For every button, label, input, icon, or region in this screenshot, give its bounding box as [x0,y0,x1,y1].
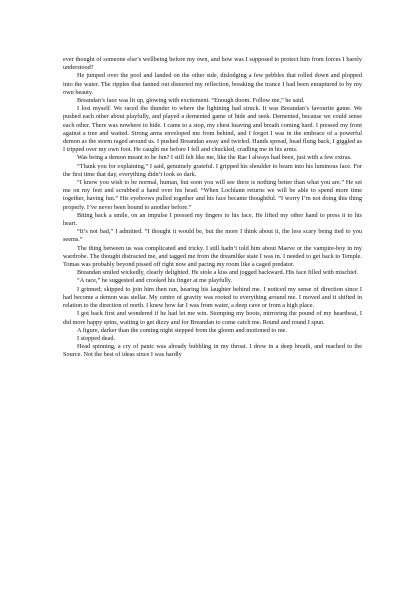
paragraph: I got back first and wondered if he had let me win. Stomping my boots, mirroring the pound of my heartbeat, I did more happy spins, waiting to get dizzy and for Breandan to come catch me. Round and round I spun. [63,310,362,326]
paragraph: Breandan smiled wickedly, clearly delighted. He stole a kiss and jogged backward. His face filled with mischief. [77,269,359,277]
paragraph: The thing between us was complicated and tricky. I still hadn’t told him about Maeve or the vampire-boy in my wardrobe. The thought distracted me, and tagged me from the dreamlike state I was in. I needed to get back to Temple. Tomas was probably beyond pissed off right now and pacing my room like a caged predator. [63,244,362,269]
paragraph: Head spinning, a cry of panic was already bubbling in my throat. I drew in a deep breath, and reached to the Source. Not the best of ideas since I was hardly [63,343,362,359]
paragraph: I grinned; skipped to join him then ran, hearing his laughter behind me. I noticed my sense of direction since I had become a demon was stellar. My centre of gravity was rooted to everything around me. I moved and it shifted in relation to the direction of north. I knew how far I was from water, a deep cave or from a high place. [63,285,362,310]
paragraph: Was being a demon meant to be fun? I still felt like me, like the Rae I always had been, just with a few extras. [77,154,352,162]
paragraph: “It’s not bad,” I admitted. “I thought it would be, but the more I think about it, the less scary being tied to you seems.” [63,228,362,244]
document-page [63,56,362,576]
paragraph: ever thought of someone else’s wellbeing before my own, and how was I supposed to protect him from forces I barely understood? [63,56,362,72]
paragraph: I stopped dead. [77,334,116,342]
paragraph: He jumped over the pool and landed on the other side, dislodging a few pebbles that rolled down and plopped into the water. The ripples that fanned out distorted my reflection, breaking the trance I had been enraptured to by my own beauty. [63,72,362,96]
paragraph: “A race,” he suggested and crooked his finger at me playfully. [77,277,233,285]
paragraph: Biting back a smile, on an impulse I pressed my fingers to his face. He lifted my other hand to press it to his heart. [63,211,362,228]
paragraph: “Thank you for explaining,” I said, genuinely grateful. I gripped his shoulder to beam into his luminous face. For the first time that day, everything didn’t look so dark. [63,162,362,178]
paragraph: A figure, darker than the coming night stepped from the gloom and motioned to me. [77,326,288,334]
paragraph: “I know you wish to be normal, human, but soon you will see there is nothing better than what you are.” He set me on my feet and scrubbed a hand over his head. “When Lochlann returns we will be able to spend more time together, having fun.” His eyebrows pulled together and his face became thoughtful. “I worry I’m not doing this thing properly. I’ve never been bound to another before.” [63,179,362,211]
paragraph: Breandan’s face was lit up, glowing with excitement. “Enough doom. Follow me,” he said. [77,97,305,105]
paragraph: I lost myself. We raced the thunder to where the lightning had struck. It was Breandan’s favourite game. We pushed each other about playfully, and played a demented game of hide and seek. Demented, because we could sense each other. There was nowhere to hide. I came to a stop, my chest heaving and breath coming hard. I pressed my front against a tree and waited. Strong arms enveloped me from behind, and I forgot I was in the embrace of a powerful demon as the storm raged around us. I pushed Breandan away and twirled. Hands spread, head flung back, I giggled as I tripped over my own foot. He caught me before I fell and chuckled, cradling me in his arms. [63,105,362,154]
